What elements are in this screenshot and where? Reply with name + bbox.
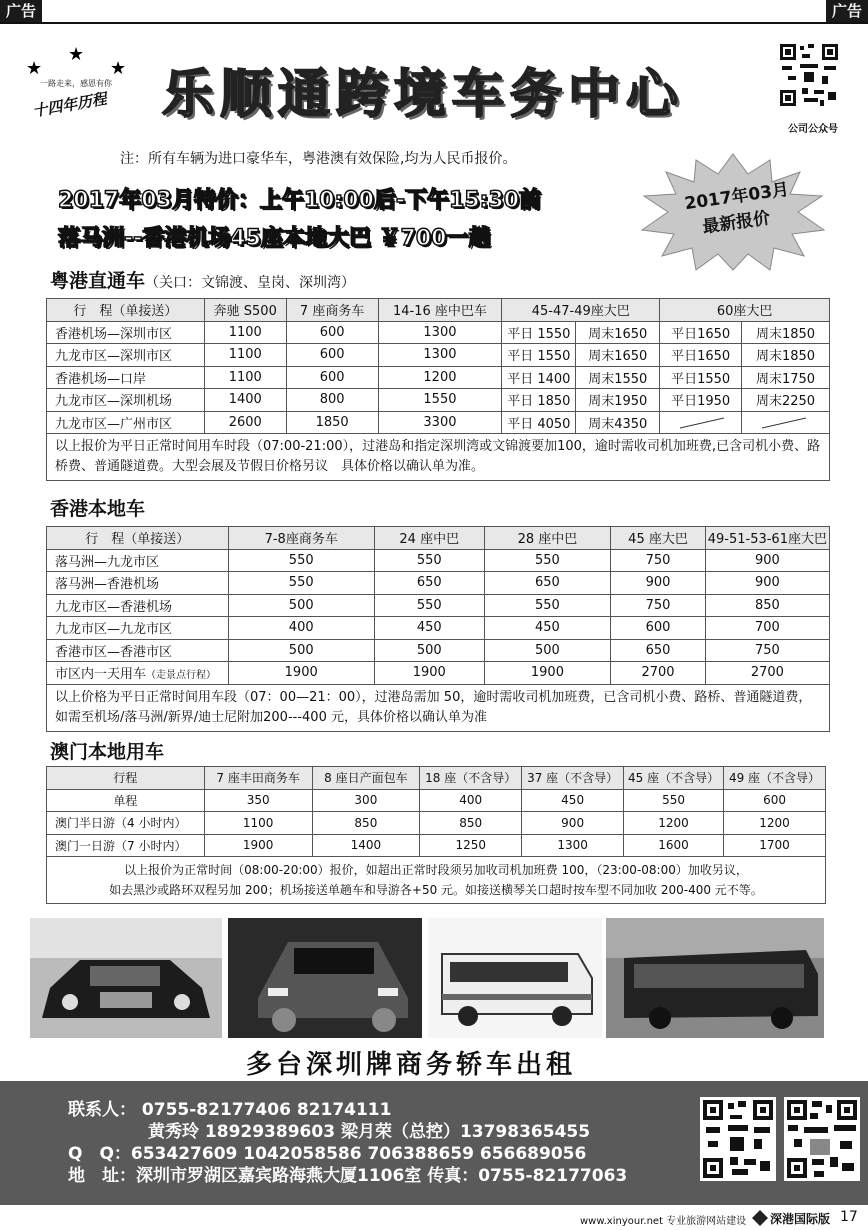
price-cell: 平日1650 xyxy=(660,321,742,344)
route-cell: 香港机场—口岸 xyxy=(47,366,205,389)
table-row xyxy=(47,321,830,344)
ad-label-right: 广告 xyxy=(826,0,868,22)
price-cell: 1200 xyxy=(724,812,826,835)
route-cell: 九龙市区—广州市区 xyxy=(47,411,205,434)
table-row xyxy=(47,662,830,685)
qr-code-icon xyxy=(778,42,840,108)
price-cell: 1400 xyxy=(312,834,420,857)
price-cell: 周末1750 xyxy=(742,366,830,389)
price-cell: 750 xyxy=(611,549,705,572)
price-cell: 550 xyxy=(228,572,374,595)
table-row xyxy=(47,789,826,812)
price-cell: 500 xyxy=(374,639,484,662)
table-row xyxy=(47,344,830,367)
macau-price-table xyxy=(46,766,826,904)
price-cell: 1100 xyxy=(204,344,286,367)
price-cell: 500 xyxy=(484,639,611,662)
price-cell: 900 xyxy=(611,572,705,595)
sedan-photo xyxy=(30,918,222,1038)
price-cell: 850 xyxy=(705,594,829,617)
price-cell: 周末2250 xyxy=(742,389,830,412)
table-header: 奔驰 S500 xyxy=(204,299,286,322)
table-header: 行程 xyxy=(47,767,205,790)
logo-years: 十四年历程 xyxy=(31,89,109,121)
table-header: 24 座中巴 xyxy=(374,527,484,550)
contact-qq-line: Q Q：653427609 1042058586 706388659 656689056 xyxy=(68,1144,587,1164)
price-cell: 周末1850 xyxy=(742,321,830,344)
price-cell: 平日 1550 xyxy=(502,321,576,344)
route-cell: 香港机场—深圳市区 xyxy=(47,321,205,344)
price-cell: 1600 xyxy=(624,834,724,857)
contact-phone-line: 联系人： 0755-82177406 82174111 xyxy=(68,1100,392,1120)
table-header: 8 座日产面包车 xyxy=(312,767,420,790)
top-rule xyxy=(0,22,868,24)
price-cell: 550 xyxy=(484,594,611,617)
table-header: 28 座中巴 xyxy=(484,527,611,550)
price-cell: 平日1550 xyxy=(660,366,742,389)
svg-text:★: ★ xyxy=(68,44,85,65)
price-cell: 1300 xyxy=(378,344,502,367)
price-cell: 1900 xyxy=(228,662,374,685)
price-cell: 450 xyxy=(374,617,484,640)
table-header: 45 座（不含导） xyxy=(624,767,724,790)
footnote xyxy=(47,857,826,904)
table-row xyxy=(47,594,830,617)
van-photo xyxy=(228,918,422,1038)
diamond-logo-icon xyxy=(752,1210,768,1226)
price-cell: 1200 xyxy=(624,812,724,835)
table-row xyxy=(47,366,830,389)
price-cell: 周末4350 xyxy=(576,411,660,434)
price-cell: 1550 xyxy=(378,389,502,412)
price-cell: 3300 xyxy=(378,411,502,434)
price-cell: 1400 xyxy=(204,389,286,412)
price-cell: 750 xyxy=(705,639,829,662)
price-cell: 650 xyxy=(484,572,611,595)
ad-label-left: 广告 xyxy=(0,0,42,22)
price-cell: 800 xyxy=(286,389,378,412)
price-cell: 周末1550 xyxy=(576,366,660,389)
price-cell: 1250 xyxy=(420,834,522,857)
route-cell: 九龙市区—深圳市区 xyxy=(47,344,205,367)
table-header-row xyxy=(47,527,830,550)
table-header: 行 程（单接送） xyxy=(47,299,205,322)
table-header: 7 座丰田商务车 xyxy=(204,767,312,790)
route-cell: 九龙市区—九龙市区 xyxy=(47,617,229,640)
price-cell: 周末1650 xyxy=(576,344,660,367)
page-number: 17 xyxy=(840,1209,858,1225)
table-row xyxy=(47,411,830,434)
contact-address-line: 地 址：深圳市罗湖区嘉宾路海燕大厦1106室 传真：0755-82177063 xyxy=(68,1166,628,1186)
route-label: 市区内一天用车 xyxy=(55,667,147,683)
price-badge xyxy=(638,152,828,272)
qr-caption: 公司公众号 xyxy=(788,124,838,135)
section2-title: 香港本地车 xyxy=(50,498,146,520)
promo-line-2: 落马洲--香港机场45座本地大巴 ￥700一趟 xyxy=(58,226,491,251)
table-row xyxy=(47,834,826,857)
bottom-bar xyxy=(0,1208,868,1230)
price-cell: 450 xyxy=(522,789,624,812)
coach-bus-photo xyxy=(606,918,824,1038)
table-header: 7-8座商务车 xyxy=(228,527,374,550)
route-cell: 落马洲—九龙市区 xyxy=(47,549,229,572)
price-cell: 350 xyxy=(204,789,312,812)
notice-text: 注：所有车辆为进口豪华车，粤港澳有效保险,均为人民币报价。 xyxy=(120,151,517,167)
price-cell: 2600 xyxy=(204,411,286,434)
route-cell: 九龙市区—深圳机场 xyxy=(47,389,205,412)
price-cell: 550 xyxy=(624,789,724,812)
price-cell: 周末1950 xyxy=(576,389,660,412)
anniversary-logo xyxy=(26,44,136,124)
price-cell: 周末1650 xyxy=(576,321,660,344)
qr-code-icon xyxy=(784,1097,860,1181)
route-cell: 单程 xyxy=(47,789,205,812)
table-row xyxy=(47,812,826,835)
table-header: 37 座（不含导） xyxy=(522,767,624,790)
price-cell: 750 xyxy=(611,594,705,617)
svg-text:★: ★ xyxy=(110,58,127,79)
price-cell: 1850 xyxy=(286,411,378,434)
price-cell: 300 xyxy=(312,789,420,812)
price-cell: 700 xyxy=(705,617,829,640)
table-header: 49 座（不含导） xyxy=(724,767,826,790)
section1-subtitle: （关口：文锦渡、皇岗、深圳湾） xyxy=(145,275,356,291)
table-row xyxy=(47,639,830,662)
table-header: 行 程（单接送） xyxy=(47,527,229,550)
price-cell: 2700 xyxy=(705,662,829,685)
not-available-cell xyxy=(742,411,830,434)
not-available-cell xyxy=(660,411,742,434)
price-cell: 600 xyxy=(286,366,378,389)
table-header-row xyxy=(47,299,830,322)
table-header: 45-47-49座大巴 xyxy=(502,299,660,322)
minibus-photo xyxy=(428,918,602,1038)
price-cell: 900 xyxy=(705,549,829,572)
table-header: 7 座商务车 xyxy=(286,299,378,322)
table-header: 60座大巴 xyxy=(660,299,830,322)
hk-local-price-table xyxy=(46,526,830,732)
table-row xyxy=(47,389,830,412)
logo-slogan: 一路走来，感恩有你 xyxy=(40,79,112,88)
footnote-line-1: 以上报价为正常时间（08:00-20:00）报价，如超出正常时段须另加收司机加班费 100，（23:00-08:00）加收另议， xyxy=(124,863,748,877)
table-footnote-row xyxy=(47,857,826,904)
price-cell: 平日1650 xyxy=(660,344,742,367)
price-cell: 1100 xyxy=(204,366,286,389)
price-cell: 550 xyxy=(228,549,374,572)
promo-line-1: 2017年03月特价：上午10:00后-下午15:30前 xyxy=(58,188,542,213)
table-header: 49-51-53-61座大巴 xyxy=(705,527,829,550)
footnote: 以上价格为平日正常时间用车段（07：00—21：00），过港岛需加 50，逾时需收司机加班费，已含司机小费、路桥、普通隧道费，如需至机场/落马洲/新界/迪士尼附加200---400 元，具体价格以确认单为准 xyxy=(47,684,830,731)
route-cell: 香港市区—香港市区 xyxy=(47,639,229,662)
badge-line-1: 2017年03月 xyxy=(683,179,791,215)
price-cell: 850 xyxy=(420,812,522,835)
price-cell: 400 xyxy=(228,617,374,640)
price-cell: 平日 4050 xyxy=(502,411,576,434)
price-cell: 1100 xyxy=(204,812,312,835)
table-header: 18 座（不含导） xyxy=(420,767,522,790)
section3-title: 澳门本地用车 xyxy=(50,741,165,763)
price-cell: 600 xyxy=(611,617,705,640)
table-row xyxy=(47,572,830,595)
price-cell: 550 xyxy=(484,549,611,572)
rental-banner: 多台深圳牌商务轿车出租 xyxy=(246,1050,577,1080)
table-footnote-row xyxy=(47,434,830,481)
price-cell: 400 xyxy=(420,789,522,812)
price-cell: 500 xyxy=(228,639,374,662)
website-credit: www.xinyour.net 专业旅游网站建设 xyxy=(580,1216,747,1227)
price-cell: 900 xyxy=(522,812,624,835)
route-cell: 落马洲—香港机场 xyxy=(47,572,229,595)
price-cell: 1100 xyxy=(204,321,286,344)
badge-line-2: 最新报价 xyxy=(701,208,772,238)
price-cell: 1300 xyxy=(522,834,624,857)
price-cell: 600 xyxy=(286,321,378,344)
table-header: 14-16 座中巴车 xyxy=(378,299,502,322)
price-cell: 900 xyxy=(705,572,829,595)
price-cell: 平日1950 xyxy=(660,389,742,412)
section-title-cross-border xyxy=(50,266,355,293)
price-cell: 1900 xyxy=(484,662,611,685)
route-cell: 澳门半日游（4 小时内） xyxy=(47,812,205,835)
cross-border-price-table xyxy=(46,298,830,481)
price-cell: 1900 xyxy=(374,662,484,685)
price-cell: 550 xyxy=(374,594,484,617)
table-footnote-row xyxy=(47,684,830,731)
price-cell: 650 xyxy=(374,572,484,595)
price-cell: 650 xyxy=(611,639,705,662)
route-cell: 澳门一日游（7 小时内） xyxy=(47,834,205,857)
price-cell: 550 xyxy=(374,549,484,572)
footnote: 以上报价为平日正常时间用车时段（07:00-21:00），过港岛和指定深圳湾或文锦渡要加100，逾时需收司机加班费,已含司机小费、路桥费、普通隧道费。大型会展及节假日价格另议 具体价格以确认单为准。 xyxy=(47,434,830,481)
page-title: 乐顺通跨境车务中心 xyxy=(162,65,685,125)
route-cell xyxy=(47,662,229,685)
price-cell: 1700 xyxy=(724,834,826,857)
price-cell: 周末1850 xyxy=(742,344,830,367)
price-cell: 1900 xyxy=(204,834,312,857)
route-note: （走景点行程） xyxy=(146,670,217,682)
route-cell: 九龙市区—香港机场 xyxy=(47,594,229,617)
price-cell: 450 xyxy=(484,617,611,640)
table-row xyxy=(47,617,830,640)
price-cell: 850 xyxy=(312,812,420,835)
table-header: 45 座大巴 xyxy=(611,527,705,550)
qr-code-icon xyxy=(700,1097,776,1181)
price-cell: 平日 1850 xyxy=(502,389,576,412)
footnote-line-2: 如去黑沙或路环双程另加 200；机场接送单趟车和导游各+50 元。如接送横琴关口超时按车型不同加收 200-400 元不等。 xyxy=(109,883,763,897)
table-header-row xyxy=(47,767,826,790)
section1-title: 粤港直通车 xyxy=(50,270,146,292)
price-cell: 平日 1400 xyxy=(502,366,576,389)
price-cell: 500 xyxy=(228,594,374,617)
price-cell: 1200 xyxy=(378,366,502,389)
contact-names-line: 黄秀玲 18929389603 梁月荣（总控）13798365455 xyxy=(148,1122,591,1142)
price-cell: 1300 xyxy=(378,321,502,344)
svg-text:★: ★ xyxy=(26,58,43,79)
price-cell: 平日 1550 xyxy=(502,344,576,367)
price-cell: 2700 xyxy=(611,662,705,685)
price-cell: 600 xyxy=(286,344,378,367)
table-row xyxy=(47,549,830,572)
price-cell: 600 xyxy=(724,789,826,812)
brand-name: 深港国际版 xyxy=(770,1212,831,1226)
